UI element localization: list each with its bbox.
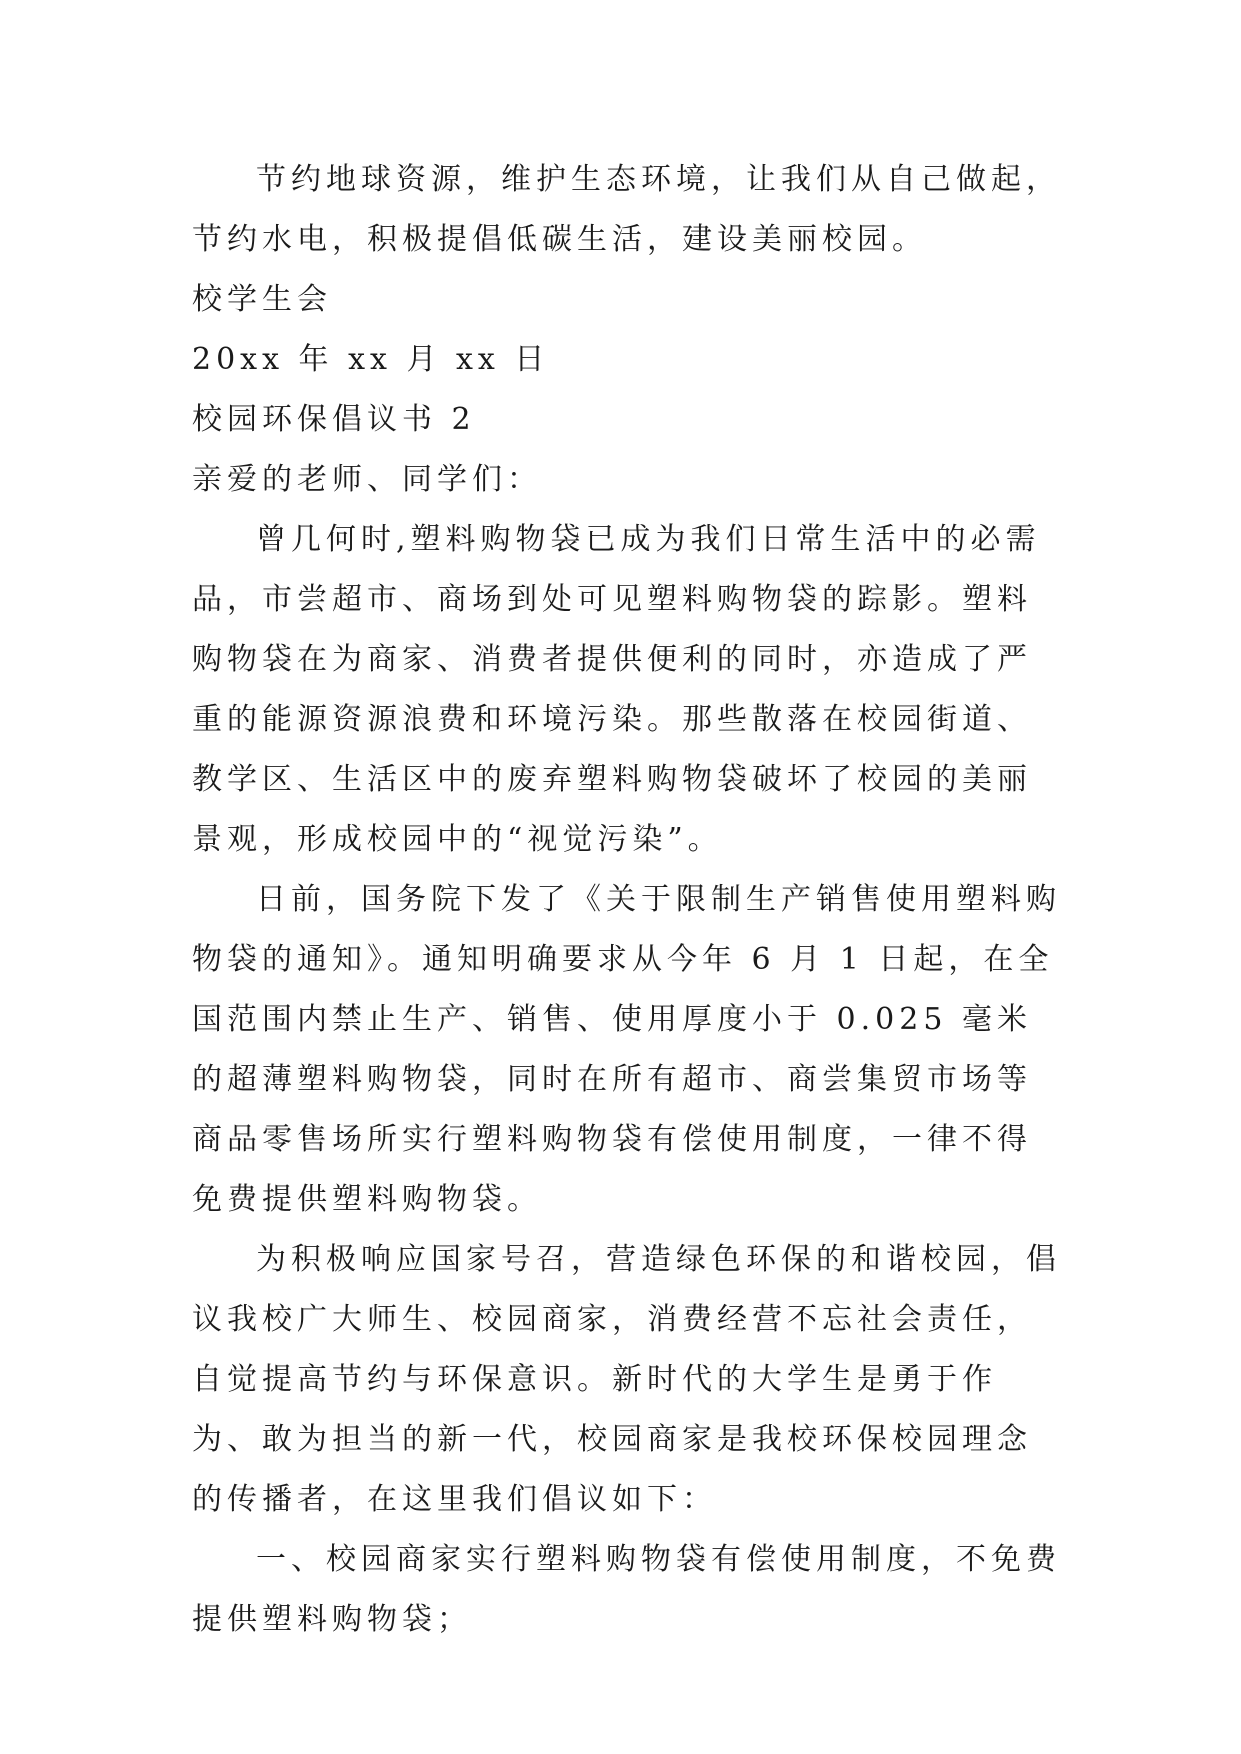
paragraph-plastic-bags: 曾几何时,塑料购物袋已成为我们日常生活中的必需品，市尝超市、商场到处可见塑料购物袋的踪影。塑料购物袋在为商家、消费者提供便利的同时，亦造成了严重的能源资源浪费和环境污染。那些散落在校园街道、教学区、生活区中的废弃塑料购物袋破坏了校园的美丽景观，形成校园中的“视觉污染”。: [192, 522, 1041, 857]
greeting: 亲爱的老师、同学们：: [192, 462, 542, 497]
date-line: 20xx 年 xx 月 xx 日: [192, 342, 550, 377]
paragraph-item-one: 一、校园商家实行塑料购物袋有偿使用制度，不免费提供塑料购物袋；: [192, 1542, 1061, 1637]
signature: 校学生会: [192, 282, 332, 317]
document-body: [192, 150, 1062, 1650]
section-title: 校园环保倡议书 2: [192, 402, 476, 437]
paragraph-initiative: 为积极响应国家号召，营造绿色环保的和谐校园，倡议我校广大师生、校园商家，消费经营不忘社会责任，自觉提高节约与环保意识。新时代的大学生是勇于作为、敢为担当的新一代，校园商家是我校环保校园理念的传播者，在这里我们倡议如下：: [192, 1242, 1061, 1517]
paragraph-conserve-resources: 节约地球资源，维护生态环境，让我们从自己做起，节约水电，积极提倡低碳生活，建设美丽校园。: [192, 162, 1061, 257]
paragraph-state-council-notice: 日前，国务院下发了《关于限制生产销售使用塑料购物袋的通知》。通知明确要求从今年 6 月 1 日起，在全国范围内禁止生产、销售、使用厚度小于 0.025 毫米的超薄塑料购物袋，同时在所有超市、商尝集贸市场等商品零售场所实行塑料购物袋有偿使用制度，一律不得免费提供塑料购物袋。: [192, 882, 1061, 1217]
